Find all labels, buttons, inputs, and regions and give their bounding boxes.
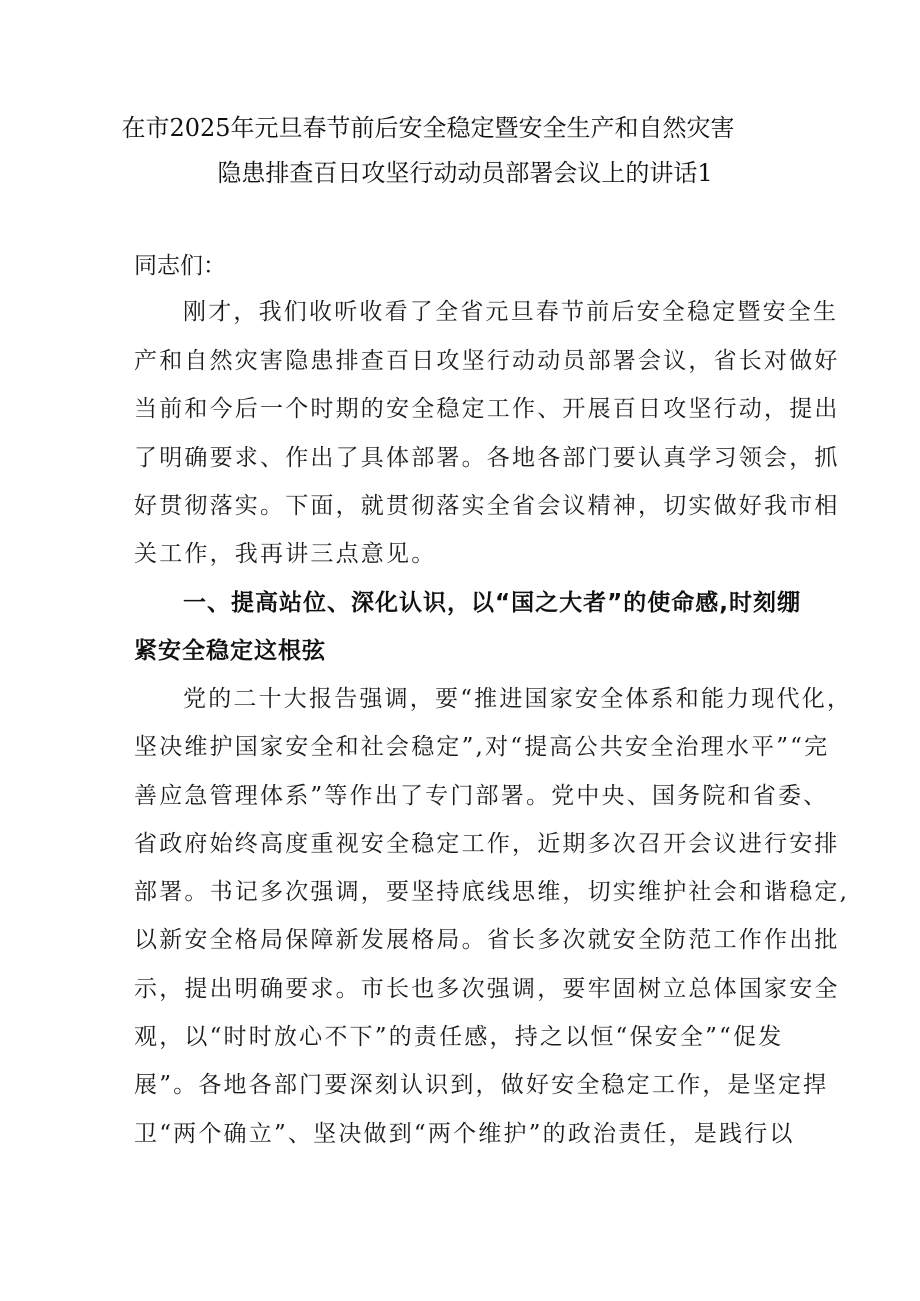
paragraph-1-line: 关工作，我再讲三点意见。: [134, 541, 437, 567]
paragraph-1-line: 刚才，我们收听收看了全省元旦春节前后安全稳定暨安全生: [183, 299, 839, 325]
paragraph-2-line: 党的二十大报告强调，要“推进国家安全体系和能力现代化，: [183, 686, 853, 712]
paragraph-1-line: 产和自然灾害隐患排查百日攻坚行动动员部署会议，省长对做好: [134, 348, 840, 374]
paragraph-1-line: 当前和今后一个时期的安全稳定工作、开展百日攻坚行动，提出: [134, 396, 840, 422]
paragraph-2-line: 部署。书记多次强调，要坚持底线思维，切实维护社会和谐稳定,: [134, 879, 850, 905]
section-heading-line: 紧安全稳定这根弦: [134, 638, 326, 664]
section-heading-line: 一、提高站位、深化认识，以“国之大者”的使命感,时刻绷: [183, 590, 801, 616]
paragraph-1-line: 了明确要求、作出了具体部署。各地各部门要认真学习领会，抓: [134, 445, 840, 471]
paragraph-2-line: 坚决维护国家安全和社会稳定”,对“提高公共安全治理水平”“完: [134, 734, 830, 760]
document-title-line-2: 隐患排查百日攻坚行动动员部署会议上的讲话1: [217, 159, 713, 187]
paragraph-2-line: 示，提出明确要求。市长也多次强调，要牢固树立总体国家安全: [134, 976, 840, 1002]
paragraph-1-line: 好贯彻落实。下面，就贯彻落实全省会议精神，切实做好我市相: [134, 493, 840, 519]
paragraph-2-line: 善应急管理体系”等作出了专门部署。党中央、国务院和省委、: [134, 783, 829, 809]
paragraph-2-line: 省政府始终高度重视安全稳定工作，近期多次召开会议进行安排: [134, 831, 840, 857]
paragraph-2-line: 展”。各地各部门要深刻认识到，做好安全稳定工作，是坚定捍: [134, 1072, 829, 1098]
document-title-line-1: 在市2025年元旦春节前后安全稳定暨安全生产和自然灾害: [121, 114, 735, 142]
paragraph-2-line: 以新安全格局保障新发展格局。省长多次就安全防范工作作出批: [134, 927, 840, 953]
salutation: 同志们：: [134, 253, 226, 279]
paragraph-2-line: 卫“两个确立”、坚决做到“两个维护”的政治责任，是践行以: [134, 1121, 795, 1147]
paragraph-2-line: 观，以“时时放心不下”的责任感，持之以恒“保安全”“促发: [134, 1024, 784, 1050]
